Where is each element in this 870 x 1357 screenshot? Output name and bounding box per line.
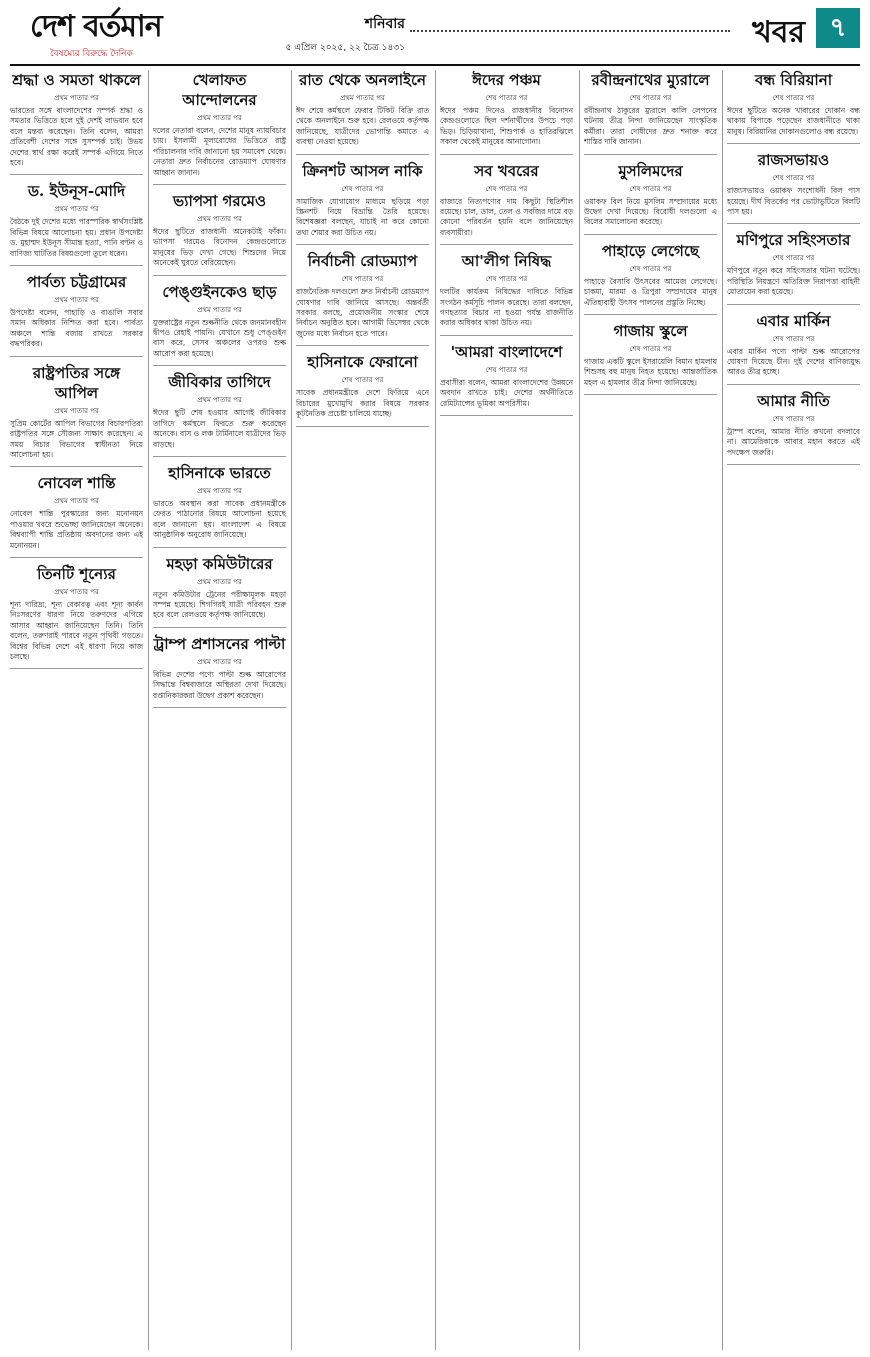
continuation-note: শেষ পাতার পর <box>629 264 672 273</box>
article-headline[interactable]: রাষ্ট্রপতির সঙ্গে আপিল <box>32 363 121 402</box>
article-body: রাজনৈতিক দলগুলো দ্রুত নির্বাচনী রোডম্যাপ ঘোষণার দাবি জানিয়ে আসছে। অন্তর্বর্তী সরকার বলছে, প্রয়োজনীয় সংস্কার শেষে নির্বাচন অনুষ্ঠিত হবে। আগামী ডিসেম্বর থেকে জুনের মধ্যে নির্বাচন হতে পারে। <box>296 287 429 338</box>
column-5 <box>584 70 717 1350</box>
article-body: গাজায় একটি স্কুলে ইসরায়েলি বিমান হামলায় শিশুসহ বহু মানুষ নিহত হয়েছে। আন্তর্জাতিক মহল এ হামলার তীব্র নিন্দা জানিয়েছে। <box>584 357 717 387</box>
article[interactable] <box>153 282 286 360</box>
article-headline[interactable]: নোবেল শান্তি <box>37 474 116 493</box>
article-divider <box>10 356 143 357</box>
date-label: ৫ এপ্রিল ২০২৫, ২২ চৈত্র ১৪৩১ <box>285 43 405 53</box>
continuation-note: প্রথম পাতার পর <box>54 587 99 596</box>
article[interactable] <box>10 181 143 259</box>
continuation-note: শেষ পাতার পর <box>485 94 528 102</box>
continuation-note: শেষ পাতার পর <box>485 184 528 193</box>
column-6 <box>727 70 860 1350</box>
article-divider <box>584 394 717 395</box>
column-2 <box>153 70 286 1350</box>
continuation-note: শেষ পাতার পর <box>341 376 384 385</box>
article[interactable] <box>296 161 429 239</box>
article-body: উপদেষ্টা বলেন, পাহাড়ি ও বাঙালি সবার সমান অধিকার নিশ্চিত করা হবে। পার্বত্য অঞ্চলে শান্তি বজায় রাখতে সরকার বদ্ধপরিকর। <box>10 308 143 349</box>
continuation-note: প্রথম পাতার পর <box>54 296 99 305</box>
article[interactable] <box>584 70 717 148</box>
article-body: নোবেল শান্তি পুরস্কারের জন্য মনোনয়ন পাওয়ার খবরে শুভেচ্ছা জানিয়েছেন অনেকে। বিশ্বব্যাপী শান্তি প্রতিষ্ঠায় অবদানের জন্য এই মনোনয়ন। <box>10 509 143 550</box>
article-body: বাজারে নিত্যপণ্যের দাম কিছুটা স্থিতিশীল রয়েছে। চাল, ডাল, তেল ও সবজির দামে বড় কোনো পরিবর্তন হয়নি বলে জানিয়েছেন ব্যবসায়ীরা। <box>440 196 573 237</box>
column-divider <box>148 70 149 1350</box>
article-divider <box>10 557 143 558</box>
article-divider <box>296 244 429 245</box>
continuation-note: শেষ পাতার পর <box>341 275 384 284</box>
column-divider <box>291 70 292 1350</box>
article[interactable] <box>153 554 286 621</box>
continuation-note: প্রথম পাতার পর <box>197 114 242 122</box>
article-divider <box>584 154 717 155</box>
article-headline[interactable]: শ্রদ্ধা ও সমতা থাকলে <box>12 71 141 89</box>
continuation-note: প্রথম পাতার পর <box>54 497 99 506</box>
article[interactable] <box>584 161 717 228</box>
article-body: দলটির কার্যক্রম নিষিদ্ধের দাবিতে বিভিন্ন সংগঠন কর্মসূচি পালন করেছে। তারা বলছেন, গণহত্যার বিচার না হওয়া পর্যন্ত রাজনীতি করার অধিকার থাকা উচিত নয়। <box>440 287 573 328</box>
article-body: ঈদের ছুটি শেষ হওয়ার আগেই জীবিকার তাগিদে কর্মস্থলে ফিরতে শুরু করেছেন অনেকে। বাস ও লঞ্চ টার্মিনালে যাত্রীদের ভিড় বাড়ছে। <box>153 408 286 449</box>
column-4 <box>440 70 573 1350</box>
article-headline[interactable]: জীবিকার তাগিদে <box>168 373 271 392</box>
article[interactable] <box>727 230 860 297</box>
continuation-note: প্রথম পাতার পর <box>197 657 242 666</box>
article-headline[interactable]: আমার নীতি <box>757 391 830 410</box>
article-headline[interactable]: এবার মার্কিন <box>756 311 831 330</box>
column-divider <box>722 70 723 1350</box>
article-body: এবার মার্কিন পণ্যে পাল্টা শুল্ক আরোপের ঘোষণা দিয়েছে চীন। দুই দেশের বাণিজ্যযুদ্ধ আরও তীব্র হচ্ছে। <box>727 346 860 377</box>
article[interactable] <box>440 161 573 239</box>
continuation-note: প্রথম পাতার পর <box>197 305 242 314</box>
article-headline[interactable]: তিনটি শূন্যের <box>37 564 116 583</box>
article-divider <box>153 707 286 708</box>
continuation-note: প্রথম পাতার পর <box>54 406 99 415</box>
continuation-note: প্রথম পাতার পর <box>197 215 242 224</box>
column-3 <box>296 70 429 1350</box>
article-headline[interactable]: হাসিনাকে ফেরানো <box>307 353 418 372</box>
article-body: ঈদের ছুটিতে রাজধানী অনেকটাই ফাঁকা। ভ্যাপসা গরমেও বিনোদন কেন্দ্রগুলোতে মানুষের ভিড় দেখা গেছে। শিশুদের নিয়ে অনেকেই ঘুরতে বেরিয়েছেন। <box>153 227 286 268</box>
article-headline[interactable]: রাত থেকে অনলাইনে <box>299 71 426 89</box>
page-number-badge: ৭ <box>816 8 860 48</box>
article-body: ঈদের ছুটিতে অনেক খাবারের দোকান বন্ধ থাকায় বিপাকে পড়েছেন রাজধানীতে থাকা মানুষ। বিরিয়ানির দোকানগুলোও বন্ধ রয়েছে। <box>727 106 860 136</box>
article-divider <box>727 143 860 144</box>
article-body: রাজ্যসভায়ও ওয়াকফ সংশোধনী বিল পাস হয়েছে। দীর্ঘ বিতর্কের পর ভোটাভুটিতে বিলটি পাস হয়। <box>727 186 860 217</box>
article-headline[interactable]: পার্বত্য চট্টগ্রামের <box>26 273 127 292</box>
continuation-note: শেষ পাতার পর <box>629 345 672 354</box>
article-body: ঈদের পঞ্চম দিনেও রাজধানীর বিনোদন কেন্দ্রগুলোতে ছিল দর্শনার্থীদের উপচে পড়া ভিড়। চিড়িয়াখানা, শিশুপার্ক ও হাতিরঝিলে সকাল থেকেই মানুষের আনাগোনা। <box>440 106 573 147</box>
article-headline[interactable]: পাহাড়ে লেগেছে <box>602 241 699 260</box>
article[interactable] <box>10 272 143 350</box>
article[interactable] <box>727 391 860 458</box>
article-headline[interactable]: মহড়া কমিউটারের <box>166 554 273 573</box>
continuation-note: প্রথম পাতার পর <box>54 94 99 102</box>
article-headline[interactable]: ভ্যাপসা গরমেও <box>172 192 267 211</box>
article-divider <box>727 223 860 224</box>
continuation-note: প্রথম পাতার পর <box>54 205 99 214</box>
article-divider <box>296 154 429 155</box>
continuation-note: শেষ পাতার পর <box>772 254 815 263</box>
article[interactable] <box>296 352 429 419</box>
article[interactable] <box>10 70 143 168</box>
article-body: সাবেক প্রধানমন্ত্রীকে দেশে ফিরিয়ে এনে বিচারের মুখোমুখি করার বিষয়ে সরকার কূটনৈতিক প্রচেষ্টা চালিয়ে যাচ্ছে। <box>296 388 429 419</box>
continuation-note: প্রথম পাতার পর <box>340 94 385 102</box>
article-divider <box>584 314 717 315</box>
article-divider <box>10 174 143 175</box>
article-divider <box>584 234 717 235</box>
article-body: ভারতের সঙ্গে বাংলাদেশের সম্পর্ক শ্রদ্ধা ও সমতার ভিত্তিতে হলে দুই দেশই লাভবান হবে বলে মন্তব্য করেছেন। তিনি বলেন, আমরা প্রতিবেশী দেশের সঙ্গে সুসম্পর্ক চাই। উভয় দেশের স্বার্থ রক্ষা করেই সম্পর্ক এগিয়ে নিতে হবে। <box>10 106 143 168</box>
article-body: শূন্য দারিদ্র্য, শূন্য বেকারত্ব এবং শূন্য কার্বন নিঃসরণের ধারণা নিয়ে তরুণদের এগিয়ে আসার আহ্বান জানিয়েছেন তিনি। তিনি বলেন, তরুণরাই পারবে নতুন পৃথিবী গড়তে। বিশ্বের বিভিন্ন দেশে এই ধারণা নিয়ে কাজ চলছে। <box>10 599 143 661</box>
article-divider <box>727 304 860 305</box>
article-divider <box>440 154 573 155</box>
article[interactable] <box>10 473 143 551</box>
article-headline[interactable]: নির্বাচনী রোডম্যাপ <box>307 252 418 271</box>
article[interactable] <box>440 342 573 409</box>
article-divider <box>440 415 573 416</box>
date-block <box>245 12 405 55</box>
article-body: যুক্তরাষ্ট্রের নতুন শুল্কনীতি থেকে জনমানবহীন দ্বীপও রেহাই পায়নি। যেখানে শুধু পেঙ্গুইন বাস করে, সেসব অঞ্চলের ওপরও শুল্ক আরোপ করা হয়েছে। <box>153 317 286 358</box>
article[interactable] <box>296 251 429 339</box>
article-divider <box>440 335 573 336</box>
article[interactable] <box>153 70 286 178</box>
article-headline[interactable]: খেলাফত আন্দোলনের <box>182 71 257 109</box>
article-divider <box>153 184 286 185</box>
article[interactable] <box>584 321 717 388</box>
article-body: প্রবাসীরা বলেন, আমরা বাংলাদেশের উন্নয়নে অবদান রাখতে চাই। দেশের অর্থনীতিতে রেমিট্যান্সের ভূমিকা অপরিসীম। <box>440 377 573 408</box>
article[interactable] <box>153 634 286 701</box>
article-divider <box>440 244 573 245</box>
article-body: নতুন কমিউটার ট্রেনের পরীক্ষামূলক মহড়া সম্পন্ন হয়েছে। শিগগিরই যাত্রী পরিবহন শুরু হবে বলে রেলওয়ে কর্তৃপক্ষ জানিয়েছে। <box>153 589 286 620</box>
article-divider <box>10 466 143 467</box>
article-divider <box>296 345 429 346</box>
article-body: ঈদ শেষে কর্মস্থলে ফেরার টিকিট বিক্রি রাত থেকে অনলাইনে শুরু হবে। রেলওয়ে কর্তৃপক্ষ জানিয়েছে, যাত্রীদের ভোগান্তি কমাতে এ ব্যবস্থা নেওয়া হয়েছে। <box>296 106 429 147</box>
article-headline[interactable]: মণিপুরে সহিংসতার <box>736 231 851 250</box>
logo-text: দেশ বর্তমান <box>30 9 162 44</box>
article[interactable] <box>440 251 573 329</box>
article-divider <box>10 265 143 266</box>
header-rule <box>10 64 860 66</box>
article[interactable] <box>10 363 143 461</box>
article-divider <box>153 547 286 548</box>
article-divider <box>727 464 860 465</box>
article-headline[interactable]: হাসিনাকে ভারতে <box>168 463 271 482</box>
article[interactable] <box>153 191 286 269</box>
article-headline[interactable]: 'আমরা বাংলাদেশে <box>450 342 563 361</box>
article-divider <box>153 627 286 628</box>
article-body: ট্রাম্প বলেন, আমার নীতি কখনো বদলাবে না। আমেরিকাকে আবার মহান করতে এই পদক্ষেপ জরুরি। <box>727 426 860 457</box>
article-headline[interactable]: রবীন্দ্রনাথের ম্যুরালে <box>591 71 710 89</box>
article-headline[interactable]: ঈদের পঞ্চম <box>472 71 541 89</box>
article-headline[interactable]: আ'লীগ নিষিদ্ধ <box>461 252 552 271</box>
article-divider <box>10 668 143 669</box>
article-divider <box>727 384 860 385</box>
continuation-note: প্রথম পাতার পর <box>197 486 242 495</box>
masthead <box>10 8 860 60</box>
article-divider <box>296 426 429 427</box>
article[interactable] <box>153 372 286 450</box>
article-headline[interactable]: ক্রিনশট আসল নাকি <box>302 161 423 180</box>
article-headline[interactable]: সব খবরের <box>474 161 539 180</box>
article-divider <box>153 275 286 276</box>
column-divider <box>435 70 436 1350</box>
section-title: খবর <box>752 15 805 50</box>
continuation-note: শেষ পাতার পর <box>772 414 815 423</box>
article-body: মণিপুরে নতুন করে সহিংসতার ঘটনা ঘটেছে। পরিস্থিতি নিয়ন্ত্রণে অতিরিক্ত নিরাপত্তা বাহিনী মোতায়েন করা হয়েছে। <box>727 266 860 297</box>
continuation-note: শেষ পাতার পর <box>485 365 528 374</box>
article-body: পাহাড়ে বৈসাবি উৎসবের আমেজ লেগেছে। চাকমা, মারমা ও ত্রিপুরা সম্প্রদায়ের মানুষ ঐতিহ্যবাহী উৎসব পালনের প্রস্তুতি নিচ্ছে। <box>584 276 717 307</box>
continuation-note: শেষ পাতার পর <box>772 334 815 343</box>
continuation-note: প্রথম পাতার পর <box>197 577 242 586</box>
dotted-divider <box>410 30 730 32</box>
article-headline[interactable]: রাজসভায়ও <box>757 151 830 170</box>
article[interactable] <box>440 70 573 148</box>
day-label: শনিবার <box>364 16 405 32</box>
article-body: ওয়াকফ বিল নিয়ে মুসলিম সম্প্রদায়ের মধ্যে উদ্বেগ দেখা দিয়েছে। বিরোধী দলগুলো এ বিলের সমালোচনা করেছে। <box>584 196 717 227</box>
continuation-note: শেষ পাতার পর <box>772 94 815 102</box>
article-body: দলের নেতারা বলেন, দেশের মানুষ ন্যায়বিচার চায়। ইসলামী মূল্যবোধের ভিত্তিতে রাষ্ট্র পরিচালনার দাবি জানানো হয় সমাবেশ থেকে। নেতারা দ্রুত নির্বাচনের রোডম্যাপ ঘোষণার আহ্বান জানান। <box>153 126 286 177</box>
column-divider <box>579 70 580 1350</box>
article-body: বৈঠকে দুই দেশের মধ্যে পারস্পরিক স্বার্থসংশ্লিষ্ট বিভিন্ন বিষয়ে আলোচনা হয়। প্রধান উপদেষ্টা ড. মুহাম্মদ ইউনূস সীমান্ত হত্যা, পানি বণ্টন ও বাণিজ্য ঘাটতির বিষয়গুলো তুলে ধরেন। <box>10 217 143 258</box>
article-headline[interactable]: মুসলিমদের <box>618 161 683 180</box>
article-body: রবীন্দ্রনাথ ঠাকুরের ম্যুরালে কালি লেপনের ঘটনায় তীব্র নিন্দা জানিয়েছেন সাংস্কৃতিক কর্মীরা। তারা দোষীদের দ্রুত শনাক্ত করে শাস্তির দাবি জানান। <box>584 106 717 147</box>
article-headline[interactable]: ট্রাম্প প্রশাসনের পাল্টা <box>153 634 286 653</box>
article[interactable] <box>296 70 429 148</box>
continuation-note: শেষ পাতার পর <box>485 275 528 284</box>
continuation-note: শেষ পাতার পর <box>341 184 384 193</box>
article-body: বিভিন্ন দেশের পণ্যে পাল্টা শুল্ক আরোপের সিদ্ধান্তে বিশ্ববাজারে অস্থিরতা দেখা দিয়েছে। রপ্তানিকারকরা উদ্বেগ প্রকাশ করেছেন। <box>153 669 286 700</box>
tagline: বৈষম্যের বিরুদ্ধে দৈনিক <box>50 49 133 59</box>
article-headline[interactable]: পেঙ্গুইনকেও ছাড় <box>162 282 277 301</box>
newspaper-logo[interactable] <box>30 8 162 46</box>
article[interactable] <box>727 70 860 137</box>
article-body: সামাজিক যোগাযোগ মাধ্যমে ছড়িয়ে পড়া স্ক্রিনশট নিয়ে বিভ্রান্তি তৈরি হয়েছে। বিশেষজ্ঞরা বলছেন, যাচাই না করে কোনো তথ্য শেয়ার করা উচিত নয়। <box>296 196 429 237</box>
article-body: ভারতে অবস্থান করা সাবেক প্রধানমন্ত্রীকে ফেরত পাঠানোর বিষয়ে আলোচনা হয়েছে বলে জানানো হয়। বাংলাদেশ এ বিষয়ে আনুষ্ঠানিক অনুরোধ জানিয়েছে। <box>153 498 286 540</box>
article[interactable] <box>10 564 143 662</box>
article-divider <box>153 365 286 366</box>
continuation-note: প্রথম পাতার পর <box>197 396 242 405</box>
continuation-note: শেষ পাতার পর <box>629 94 672 102</box>
article-headline[interactable]: ড. ইউনূস-মোদি <box>28 182 125 201</box>
article[interactable] <box>727 150 860 217</box>
article-headline[interactable]: গাজায় স্কুলে <box>613 322 688 341</box>
column-1 <box>10 70 143 1350</box>
article[interactable] <box>727 311 860 378</box>
continuation-note: শেষ পাতার পর <box>772 174 815 183</box>
article-headline[interactable]: বন্ধ বিরিয়ানা <box>754 71 833 89</box>
article-divider <box>153 456 286 457</box>
continuation-note: শেষ পাতার পর <box>629 184 672 193</box>
article-body: সুপ্রিম কোর্টের আপিল বিভাগের বিচারপতিরা রাষ্ট্রপতির সঙ্গে সৌজন্য সাক্ষাৎ করেছেন। এ সময় বিচার বিভাগের স্বাধীনতা নিয়ে আলোচনা হয়। <box>10 418 143 459</box>
article[interactable] <box>584 241 717 308</box>
article[interactable] <box>153 463 286 541</box>
